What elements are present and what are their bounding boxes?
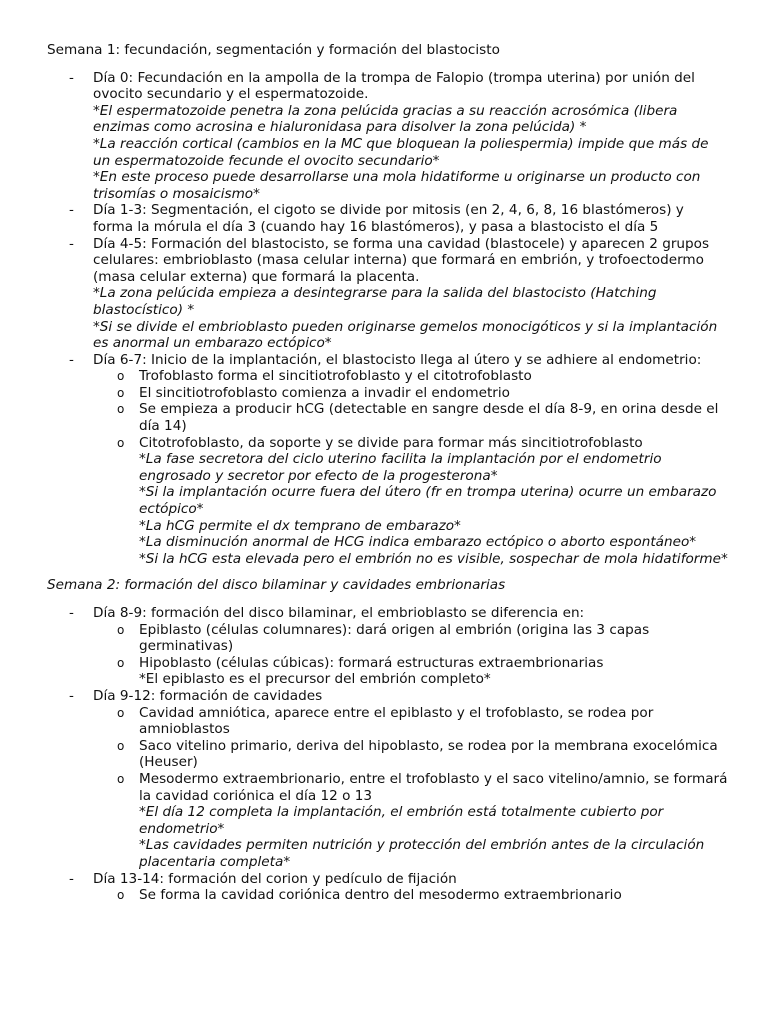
note-text: *La fase secretora del ciclo uterino facilita la implantación por el endometrio engrosado y secretor por efecto de la progesterona*: [139, 451, 662, 484]
circle-bullet: o: [117, 369, 125, 384]
subitem-text: Trofoblasto forma el sincitiotrofoblasto y el citotrofoblasto: [139, 368, 532, 385]
subitem-text: Epiblasto (células columnares): dará origen al embrión (origina las 3 capas germinativas): [139, 621, 650, 655]
circle-bullet: o: [117, 385, 125, 400]
sublist: [93, 887, 728, 904]
subitem-text: Mesodermo extraembrionario, entre el trofoblasto y el saco vitelino/amnio, se formará la cavidad coriónica el día 12 o 13: [139, 770, 728, 804]
note-text: *La hCG permite el dx temprano de embarazo*: [139, 517, 461, 534]
sublist: [93, 368, 728, 567]
subitem-text: Se empieza a producir hCG (detectable en sangre desde el día 8-9, en orina desde el día 14): [139, 401, 719, 435]
list-item: [47, 871, 728, 904]
circle-bullet: o: [117, 738, 125, 753]
subitem-text: Se forma la cavidad coriónica dentro del mesodermo extraembrionario: [139, 887, 622, 904]
week1-list: [47, 70, 728, 568]
list-item: [47, 236, 728, 352]
note-text: *Si la hCG esta elevada pero el embrión no es visible, sospechar de mola hidatiforme*: [139, 550, 728, 567]
sublist-item: [93, 655, 728, 688]
dash-bullet: -: [69, 870, 74, 887]
sublist-item: [93, 771, 728, 871]
note-text: *Si se divide el embrioblasto pueden originarse gemelos monocigóticos y si la implantación es anormal un embarazo ectópico*: [93, 318, 718, 352]
sublist-item: [93, 368, 728, 385]
note-text: *El epiblasto es el precursor del embrión completo*: [139, 671, 491, 688]
dash-bullet: -: [69, 202, 74, 219]
circle-bullet: o: [117, 655, 125, 670]
note-text: *El día 12 completa la implantación, el embrión está totalmente cubierto por endometrio*: [139, 804, 664, 837]
note-text: *La reacción cortical (cambios en la MC que bloquean la poliespermia) impide que más de un espermatozoide fecunde el ovocito secundario*: [93, 135, 709, 169]
subitem-text: Saco vitelino primario, deriva del hipoblasto, se rodea por la membrana exocelómica (Heuser): [139, 737, 718, 771]
note-text: *Si la implantación ocurre fuera del útero (fr en trompa uterina) ocurre un embarazo ectópico*: [139, 484, 717, 518]
sublist-item: [93, 887, 728, 904]
note-text: *El espermatozoide penetra la zona pelúcida gracias a su reacción acrosómica (libera enzimas como acrosina e hialuronidasa para disolver la zona pelúcida) *: [93, 102, 678, 136]
item-text: Día 0: Fecundación en la ampolla de la trompa de Falopio (trompa uterina) por unión del ovocito secundario y el espermatozoide.: [93, 69, 695, 103]
subitem-text: Citotrofoblasto, da soporte y se divide para formar más sincitiotrofoblasto: [139, 434, 643, 451]
dash-bullet: -: [69, 351, 74, 368]
sublist-item: [93, 385, 728, 402]
list-item: [47, 605, 728, 688]
sublist-item: [93, 738, 728, 771]
note-text: *Las cavidades permiten nutrición y protección del embrión antes de la circulación placentaria completa*: [139, 837, 705, 870]
list-item: [47, 352, 728, 568]
item-text: Día 1-3: Segmentación, el cigoto se divide por mitosis (en 2, 4, 6, 8, 16 blastómeros) y forma la mórula el día 3 (cuando hay 16 blastómeros), y pasa a blastocisto el día 5: [93, 202, 684, 235]
item-text: Día 6-7: Inicio de la implantación, el blastocisto llega al útero y se adhiere al endometrio:: [93, 351, 702, 368]
dash-bullet: -: [69, 605, 74, 621]
list-item: [47, 688, 728, 871]
dash-bullet: -: [69, 235, 74, 252]
subitem-text: Hipoblasto (células cúbicas): formará estructuras extraembrionarias: [139, 654, 604, 671]
subitem-text: Cavidad amniótica, aparece entre el epiblasto y el trofoblasto, se rodea por amnioblastos: [139, 704, 654, 738]
sublist: [93, 622, 728, 688]
sublist-item: [93, 401, 728, 434]
week2-heading: Semana 2: formación del disco bilaminar y cavidades embrionarias: [47, 577, 506, 594]
item-text: Día 8-9: formación del disco bilaminar, el embrioblasto se diferencia en:: [93, 605, 585, 621]
note-text: *En este proceso puede desarrollarse una mola hidatiforme u originarse un producto con trisomías o mosaicismo*: [93, 169, 701, 202]
note-text: *La disminución anormal de HCG indica embarazo ectópico o aborto espontáneo*: [139, 534, 697, 551]
dash-bullet: -: [69, 687, 74, 704]
list-item: [47, 202, 728, 235]
sublist-item: [93, 435, 728, 568]
dash-bullet: -: [69, 69, 74, 86]
circle-bullet: o: [117, 705, 125, 720]
list-item: [47, 70, 728, 203]
circle-bullet: o: [117, 402, 125, 417]
circle-bullet: o: [117, 888, 125, 903]
circle-bullet: o: [117, 622, 125, 637]
week2-list: [47, 605, 728, 904]
sublist-item: [93, 705, 728, 738]
item-text: Día 13-14: formación del corion y pedículo de fijación: [93, 870, 457, 887]
item-text: Día 4-5: Formación del blastocisto, se forma una cavidad (blastocele) y aparecen 2 grupos celulares: embrioblasto (masa celular interna) que formará en embrión, y trofoectodermo (masa celular externa) que formará la placenta.: [93, 235, 710, 285]
sublist-item: [93, 622, 728, 655]
item-text: Día 9-12: formación de cavidades: [93, 687, 323, 704]
sublist: [93, 705, 728, 871]
circle-bullet: o: [117, 771, 125, 786]
subitem-text: El sincitiotrofoblasto comienza a invadir el endometrio: [139, 384, 510, 401]
week1-heading: Semana 1: fecundación, segmentación y formación del blastocisto: [47, 42, 500, 58]
circle-bullet: o: [117, 435, 125, 450]
note-text: *La zona pelúcida empieza a desintegrarse para la salida del blastocisto (Hatching blastocístico) *: [93, 285, 657, 318]
